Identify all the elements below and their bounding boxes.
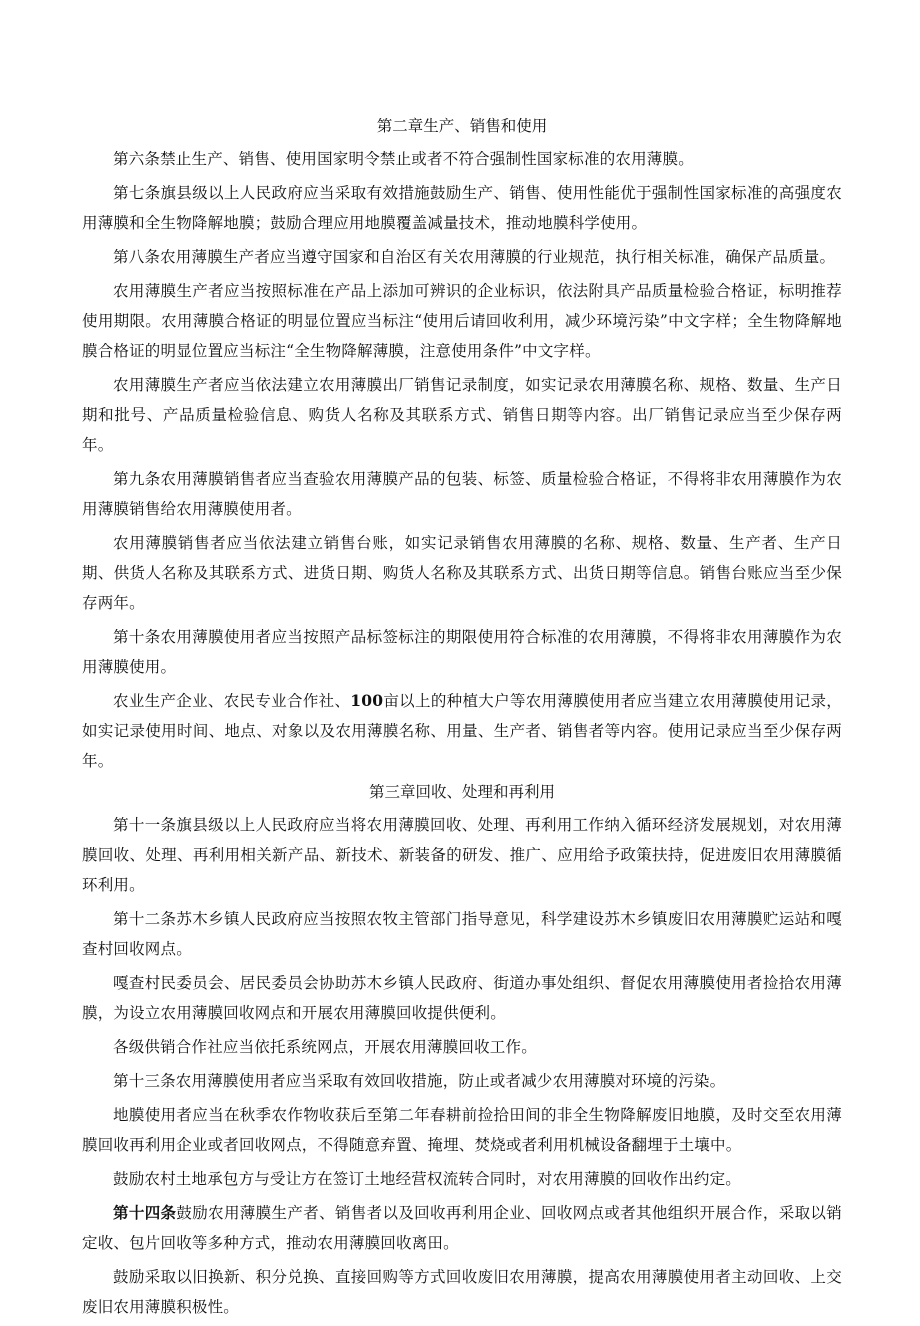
chapter-3-heading: 第三章回收、处理和再利用 bbox=[368, 783, 555, 801]
article-13: 第十三条农用薄膜使用者应当采取有效回收措施，防止或者减少农用薄膜对环境的污染。 bbox=[113, 1072, 726, 1090]
article-9: 第九条农用薄膜销售者应当查验农用薄膜产品的包装、标签、质量检验合格证，不得将非农用薄膜作为农用薄膜销售给农用薄膜使用者。 bbox=[82, 470, 842, 518]
article-12: 第十二条苏木乡镇人民政府应当按照农牧主管部门指导意见，科学建设苏木乡镇废旧农用薄膜贮运站和嘎查村回收网点。 bbox=[82, 910, 842, 958]
article-9-paragraph-2: 农用薄膜销售者应当依法建立销售台账，如实记录销售农用薄膜的名称、规格、数量、生产者、生产日期、供货人名称及其联系方式、进货日期、购货人名称及其联系方式、出货日期等信息。销售台账应当至少保存两年。 bbox=[82, 534, 842, 612]
article-12-paragraph-2: 嘎查村民委员会、居民委员会协助苏木乡镇人民政府、街道办事处组织、督促农用薄膜使用者捡拾农用薄膜，为设立农用薄膜回收网点和开展农用薄膜回收提供便利。 bbox=[82, 974, 842, 1022]
article-8: 第八条农用薄膜生产者应当遵守国家和自治区有关农用薄膜的行业规范，执行相关标准，确保产品质量。 bbox=[113, 248, 836, 266]
article-11: 第十一条旗县级以上人民政府应当将农用薄膜回收、处理、再利用工作纳入循环经济发展规划，对农用薄膜回收、处理、再利用相关新产品、新技术、新装备的研发、推广、应用给予政策扶持，促进废旧农用薄膜循环利用。 bbox=[82, 816, 842, 894]
document-page bbox=[82, 114, 842, 1326]
article-10-paragraph-2 bbox=[82, 686, 842, 776]
article-13-paragraph-2: 地膜使用者应当在秋季农作物收获后至第二年春耕前捡拾田间的非全生物降解废旧地膜，及时交至农用薄膜回收再利用企业或者回收网点，不得随意弃置、掩埋、焚烧或者利用机械设备翻埋于土壤中。 bbox=[82, 1106, 842, 1154]
article-10-p2-prefix: 农业生产企业、农民专业合作社、 bbox=[113, 692, 351, 710]
article-10: 第十条农用薄膜使用者应当按照产品标签标注的期限使用符合标准的农用薄膜，不得将非农用薄膜作为农用薄膜使用。 bbox=[82, 628, 842, 676]
article-14-paragraph-2: 鼓励采取以旧换新、积分兑换、直接回购等方式回收废旧农用薄膜，提高农用薄膜使用者主动回收、上交废旧农用薄膜积极性。 bbox=[82, 1268, 842, 1316]
article-14 bbox=[82, 1198, 842, 1258]
article-7: 第七条旗县级以上人民政府应当采取有效措施鼓励生产、销售、使用性能优于强制性国家标准的高强度农用薄膜和全生物降解地膜；鼓励合理应用地膜覆盖减量技术，推动地膜科学使用。 bbox=[82, 184, 842, 232]
article-14-body: 鼓励农用薄膜生产者、销售者以及回收再利用企业、回收网点或者其他组织开展合作，采取以销定收、包片回收等多种方式，推动农用薄膜回收离田。 bbox=[82, 1204, 842, 1252]
article-10-p2-number: 100 bbox=[350, 691, 384, 710]
article-13-paragraph-3: 鼓励农村土地承包方与受让方在签订土地经营权流转合同时，对农用薄膜的回收作出约定。 bbox=[113, 1170, 742, 1188]
chapter-2-heading: 第二章生产、销售和使用 bbox=[376, 117, 548, 135]
article-12-paragraph-3: 各级供销合作社应当依托系统网点，开展农用薄膜回收工作。 bbox=[113, 1038, 537, 1056]
article-10-p2-suffix: 亩以上的种植大户等农用薄膜使用者应当建立农用薄膜使用记录，如实记录使用时间、地点、对象以及农用薄膜名称、用量、生产者、销售者等内容。使用记录应当至少保存两年。 bbox=[82, 692, 842, 770]
article-6: 第六条禁止生产、销售、使用国家明令禁止或者不符合强制性国家标准的农用薄膜。 bbox=[113, 150, 694, 168]
article-8-paragraph-2: 农用薄膜生产者应当按照标准在产品上添加可辨识的企业标识，依法附具产品质量检验合格证，标明推荐使用期限。农用薄膜合格证的明显位置应当标注“使用后请回收利用，减少环境污染”中文字样；全生物降解地膜合格证的明显位置应当标注“全生物降解薄膜，注意使用条件”中文字样。 bbox=[82, 282, 842, 360]
article-14-title: 第十四条 bbox=[113, 1203, 177, 1222]
article-8-paragraph-3: 农用薄膜生产者应当依法建立农用薄膜出厂销售记录制度，如实记录农用薄膜名称、规格、数量、生产日期和批号、产品质量检验信息、购货人名称及其联系方式、销售日期等内容。出厂销售记录应当至少保存两年。 bbox=[82, 376, 842, 454]
